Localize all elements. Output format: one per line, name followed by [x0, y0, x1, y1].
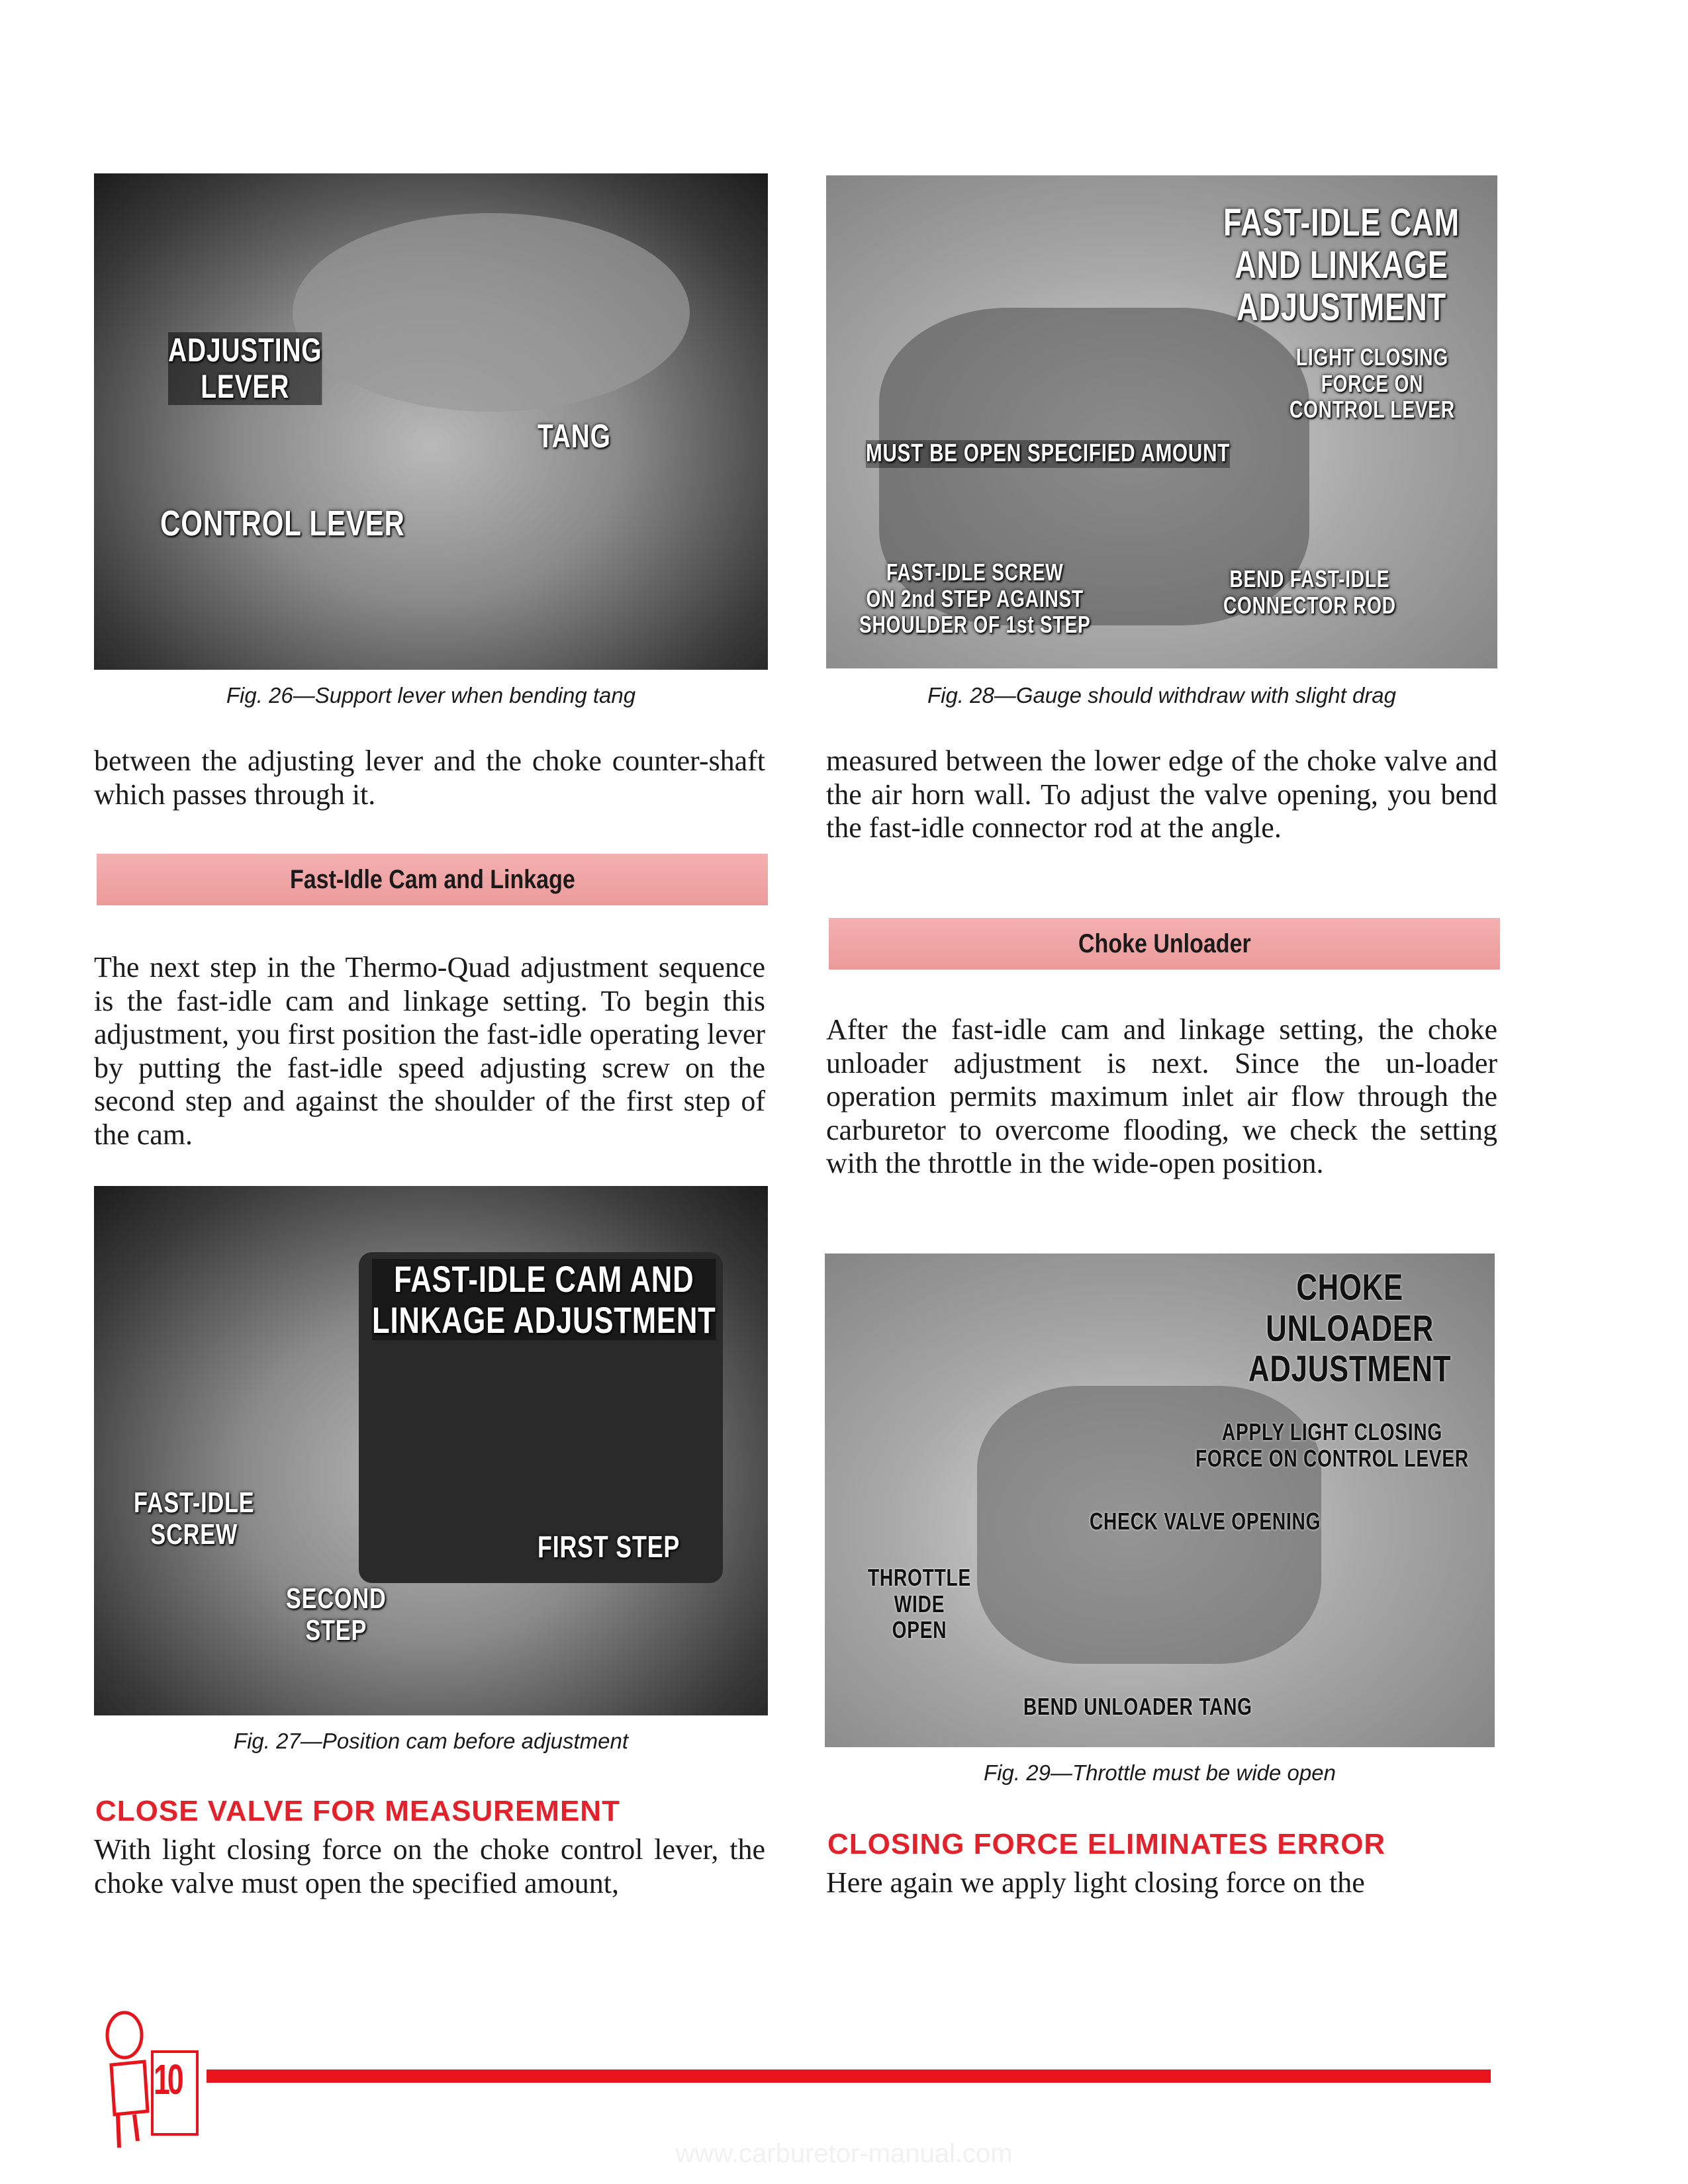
fig29-caption: Fig. 29—Throttle must be wide open — [984, 1760, 1336, 1785]
fig29-label-bend-tang: BEND UNLOADER TANG — [1023, 1693, 1252, 1720]
fig27-label-second-step: SECOND STEP — [286, 1582, 387, 1647]
fig28-photo — [826, 175, 1497, 668]
fig26-label-tang: TANG — [538, 418, 611, 455]
right-paragraph-2: After the fast-idle cam and linkage setting, the choke unloader adjustment is next. Since the un-loader operation permits maximum inlet air flow through the carburetor to overcome flooding, we check the setting with the throttle in the wide-open position. — [826, 1013, 1497, 1179]
left-paragraph-2: The next step in the Thermo-Quad adjustment sequence is the fast-idle cam and linkage setting. To begin this adjustment, you first position the fast-idle operating lever by putting the fast-idle speed adjusting screw on the second step and against the shoulder of the first step of the cam. — [94, 951, 765, 1151]
fig27-photo — [94, 1186, 768, 1715]
fig26-caption: Fig. 26—Support lever when bending tang — [226, 683, 636, 707]
fig27-label-title: FAST-IDLE CAM AND LINKAGE ADJUSTMENT — [372, 1258, 716, 1341]
section-header-text: Fast-Idle Cam and Linkage — [289, 864, 575, 894]
fig26-label-control-lever: CONTROL LEVER — [160, 504, 405, 543]
right-heading: CLOSING FORCE ELIMINATES ERROR — [827, 1828, 1386, 1860]
fig28-label-fast-idle-screw: FAST-IDLE SCREW ON 2nd STEP AGAINST SHOULDER OF 1st STEP — [859, 559, 1091, 639]
fig28-label-light-closing: LIGHT CLOSING FORCE ON CONTROL LEVER — [1289, 343, 1455, 424]
left-heading: CLOSE VALVE FOR MEASUREMENT — [95, 1795, 620, 1827]
fig29-photo — [825, 1253, 1495, 1747]
fig26-photo — [94, 173, 768, 670]
left-paragraph-3: With light closing force on the choke control lever, the choke valve must open the specified amount, — [94, 1833, 765, 1899]
fig28-caption: Fig. 28—Gauge should withdraw with slight drag — [927, 683, 1397, 707]
left-paragraph-1: between the adjusting lever and the choke counter-shaft which passes through it. — [94, 745, 765, 811]
section-header-text: Choke Unloader — [1078, 929, 1251, 958]
fig29-label-apply-force: APPLY LIGHT CLOSING FORCE ON CONTROL LEVER — [1196, 1418, 1469, 1472]
fig27-label-first-step: FIRST STEP — [538, 1529, 680, 1564]
section-header-fast-idle — [97, 854, 768, 905]
fig28-label-title: FAST-IDLE CAM AND LINKAGE ADJUSTMENT — [1223, 201, 1460, 329]
fig29-label-throttle: THROTTLE WIDE OPEN — [868, 1564, 971, 1644]
carburetor-shape — [293, 213, 690, 412]
fig27-label-fast-idle-screw: FAST-IDLE SCREW — [134, 1486, 255, 1551]
fig27-caption: Fig. 27—Position cam before adjustment — [233, 1729, 629, 1753]
footer-rule — [207, 2070, 1491, 2083]
fig29-label-title: CHOKE UNLOADER ADJUSTMENT — [1248, 1266, 1452, 1390]
watermark: www.carburetor-manual.com — [675, 2139, 1013, 2168]
right-paragraph-3: Here again we apply light closing force on the — [826, 1866, 1365, 1899]
fig28-label-must-be-open: MUST BE OPEN SPECIFIED AMOUNT — [866, 439, 1231, 467]
fig26-label-adjusting-lever: ADJUSTING LEVER — [168, 332, 322, 405]
mascot-icon — [98, 2005, 204, 2151]
page-number: 10 — [154, 2056, 181, 2103]
fig29-label-check-valve: CHECK VALVE OPENING — [1090, 1508, 1321, 1535]
section-header-choke-unloader — [829, 918, 1500, 970]
right-paragraph-1: measured between the lower edge of the choke valve and the air horn wall. To adjust the valve opening, you bend the fast-idle connector rod at the angle. — [826, 745, 1497, 844]
fig28-label-bend-rod: BEND FAST-IDLE CONNECTOR ROD — [1223, 565, 1396, 619]
